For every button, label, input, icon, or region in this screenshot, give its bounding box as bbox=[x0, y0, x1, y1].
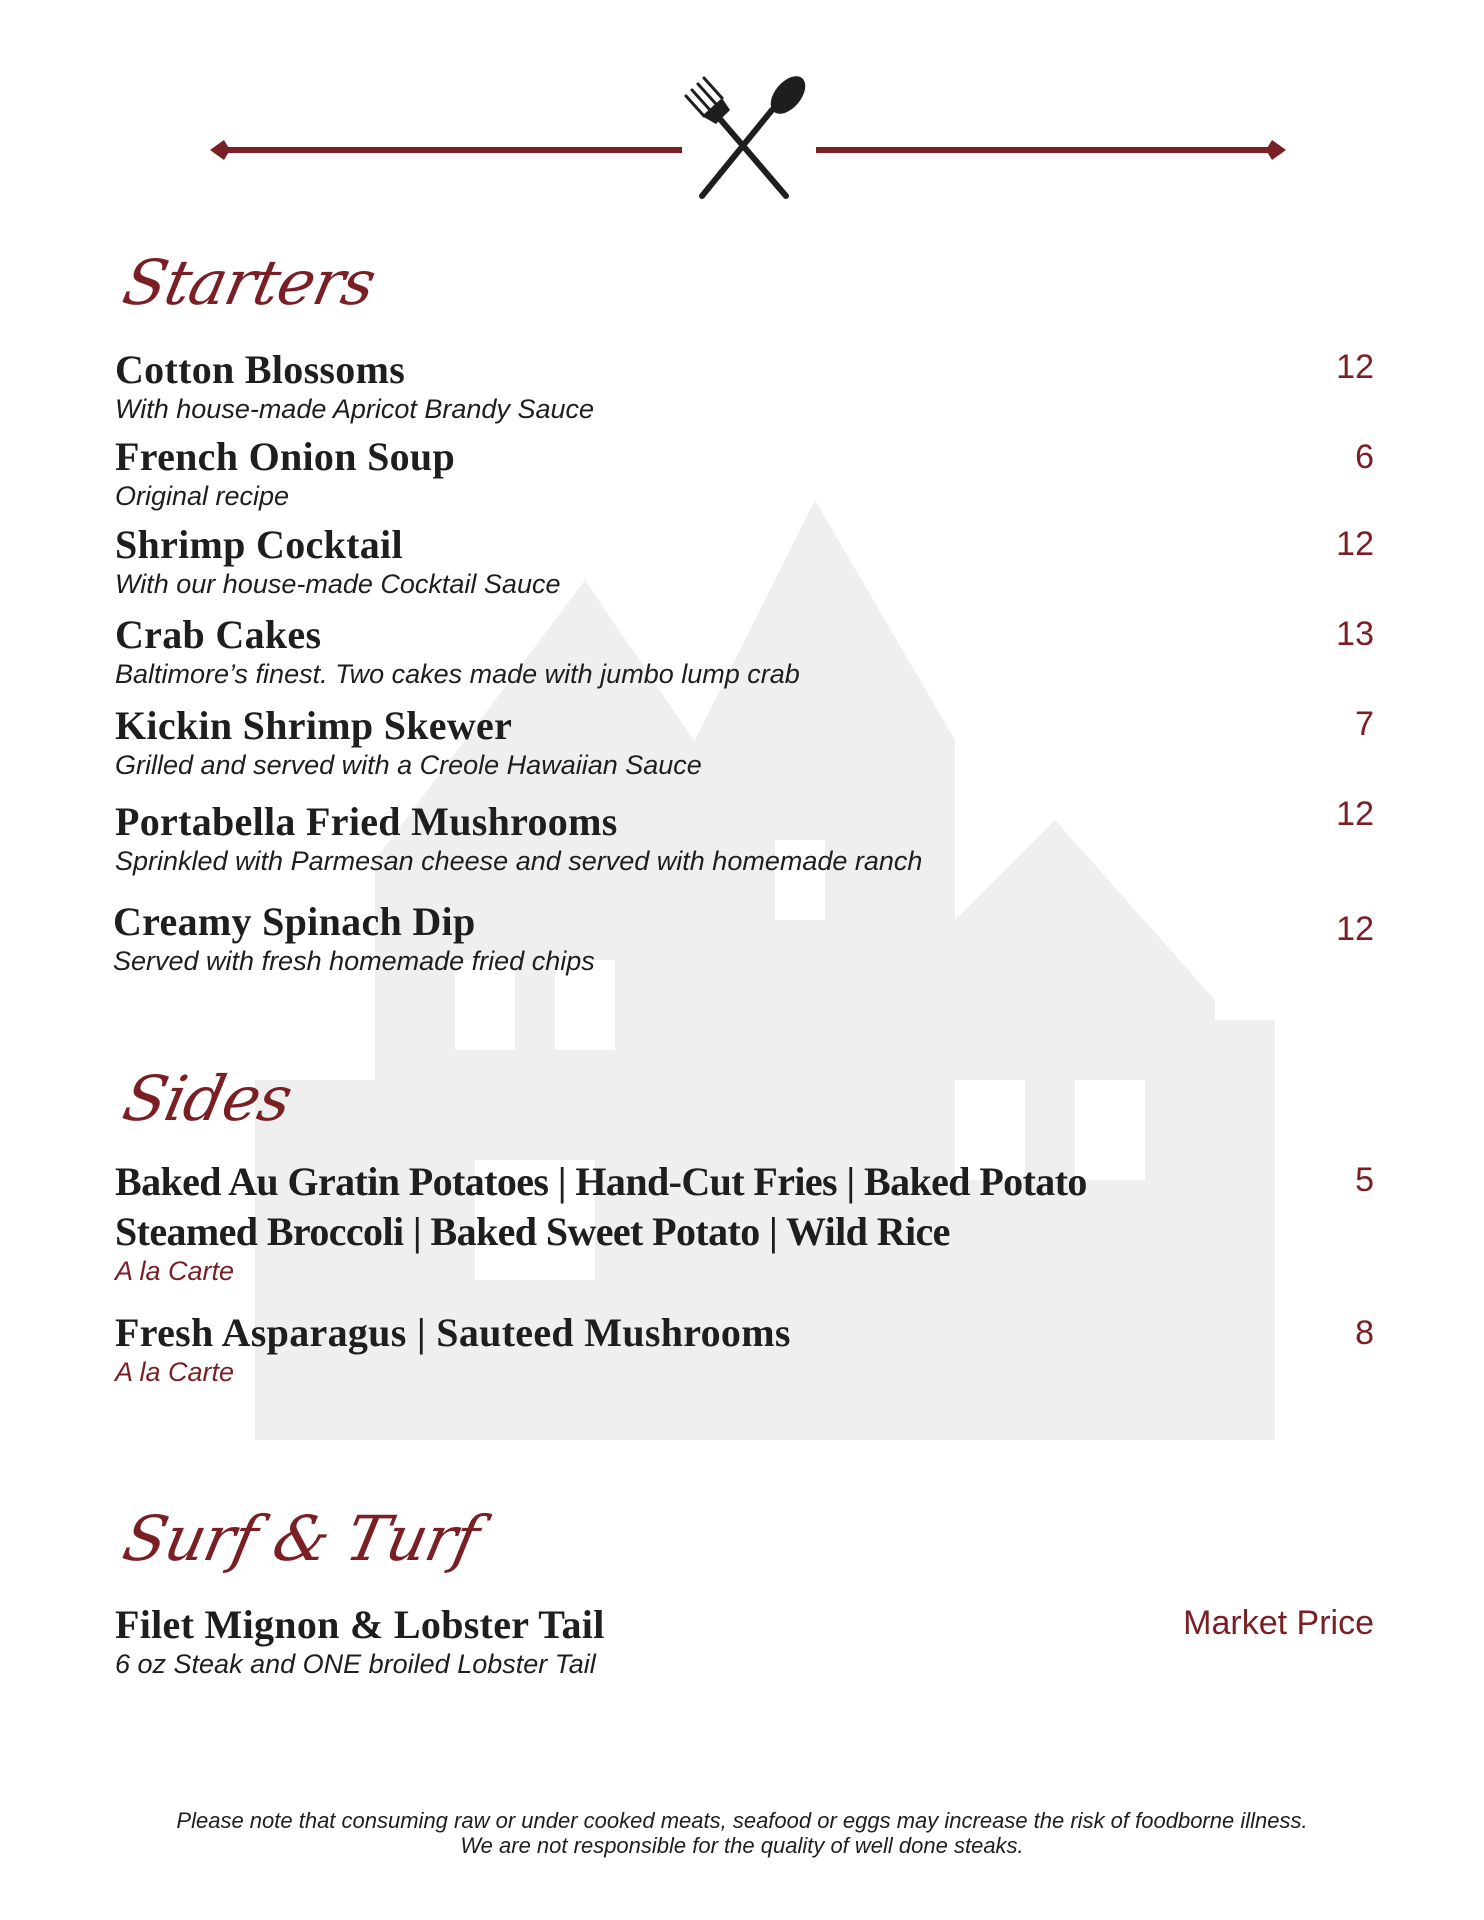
menu-item bbox=[115, 799, 1365, 876]
item-price: Market Price bbox=[1183, 1604, 1374, 1642]
item-description: 6 oz Steak and ONE broiled Lobster Tail bbox=[115, 1649, 596, 1679]
menu-item bbox=[115, 522, 1365, 599]
section-title-sides: Sides bbox=[116, 1062, 298, 1135]
right-divider-line bbox=[816, 140, 1286, 160]
item-description: Grilled and served with a Creole Hawaiian Sauce bbox=[115, 750, 702, 780]
menu-item bbox=[115, 1310, 1365, 1387]
item-name: Fresh Asparagus | Sauteed Mushrooms bbox=[115, 1310, 791, 1355]
header-ornament bbox=[0, 0, 1484, 220]
section-title-starters: Starters bbox=[116, 246, 382, 319]
item-price: 12 bbox=[1336, 795, 1374, 833]
crossed-fork-spoon-icon bbox=[686, 70, 812, 196]
item-description: A la Carte bbox=[115, 1357, 235, 1387]
item-description: Baltimore’s finest. Two cakes made with jumbo lump crab bbox=[115, 659, 800, 689]
item-price: 7 bbox=[1355, 705, 1374, 743]
item-price: 12 bbox=[1336, 910, 1374, 948]
menu-item bbox=[115, 703, 1365, 780]
item-price: 12 bbox=[1336, 348, 1374, 386]
section-title-surf-turf: Surf & Turf bbox=[116, 1502, 485, 1575]
item-name: Portabella Fried Mushrooms bbox=[115, 799, 618, 844]
menu-item bbox=[115, 434, 1365, 511]
item-description: Served with fresh homemade fried chips bbox=[113, 946, 595, 976]
footer-disclaimer bbox=[0, 1808, 1484, 1858]
item-name: Crab Cakes bbox=[115, 612, 322, 657]
item-description: Original recipe bbox=[115, 481, 290, 511]
item-name: Creamy Spinach Dip bbox=[113, 899, 476, 944]
item-description: With house-made Apricot Brandy Sauce bbox=[115, 394, 594, 424]
disclaimer-line-1: Please note that consuming raw or under cooked meats, seafood or eggs may increase the risk of foodborne illness. bbox=[176, 1808, 1308, 1833]
item-price: 13 bbox=[1336, 615, 1374, 653]
item-description: A la Carte bbox=[115, 1256, 235, 1286]
menu-item bbox=[115, 612, 1365, 689]
menu-item bbox=[115, 347, 1365, 424]
item-description: With our house-made Cocktail Sauce bbox=[115, 569, 561, 599]
item-name: Filet Mignon & Lobster Tail bbox=[115, 1602, 605, 1647]
item-price: 6 bbox=[1355, 438, 1374, 476]
menu-item bbox=[115, 1602, 1365, 1679]
item-price: 12 bbox=[1336, 525, 1374, 563]
disclaimer-line-2: We are not responsible for the quality of well done steaks. bbox=[460, 1833, 1024, 1858]
item-price: 8 bbox=[1355, 1314, 1374, 1352]
item-name-line2: Steamed Broccoli | Baked Sweet Potato | Wild Rice bbox=[115, 1209, 950, 1254]
menu-item bbox=[113, 899, 1363, 976]
item-description: Sprinkled with Parmesan cheese and served with homemade ranch bbox=[115, 846, 923, 876]
item-name: Baked Au Gratin Potatoes | Hand-Cut Fries | Baked Potato bbox=[115, 1159, 1087, 1204]
item-name: Shrimp Cocktail bbox=[115, 522, 403, 567]
item-name: Cotton Blossoms bbox=[115, 347, 406, 392]
menu-item bbox=[115, 1159, 1365, 1286]
item-name: French Onion Soup bbox=[115, 434, 456, 479]
left-divider-line bbox=[210, 140, 682, 160]
item-name: Kickin Shrimp Skewer bbox=[115, 703, 513, 748]
item-price: 5 bbox=[1355, 1161, 1374, 1199]
